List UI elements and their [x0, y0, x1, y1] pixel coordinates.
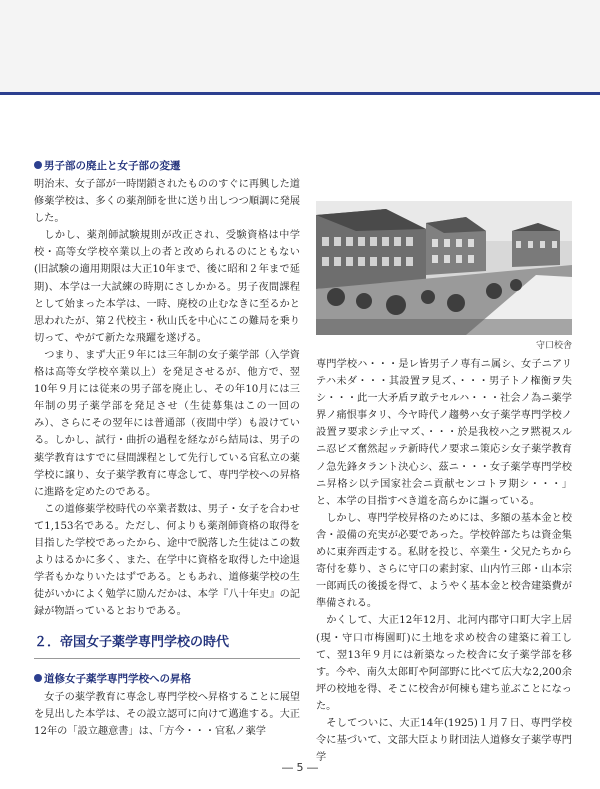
bullet-icon — [34, 161, 42, 169]
page-number: ― 5 ― — [282, 761, 318, 774]
paragraph: 女子の薬学教育に専念し専門学校へ昇格することに展望を見出した本学は、その設立認可に向けて邁進する。大正12年の「設立趣意書」は、「方今・・・官私ノ薬学 — [34, 691, 300, 737]
paragraph: しかし、専門学校昇格のためには、多額の基本金と校舎・設備の充実が必要であった。学校幹部たちは資金集めに東奔西走する。私財を投じ、卒業生・父兄たちから寄付を募り、さらに守口の素封家、山内竹三郎・山本宗一郎両氏の後援を得て、ようやく基本金と校舎建築費が準備される。 — [316, 512, 572, 610]
bullet-icon — [34, 674, 42, 682]
photo-caption: 守口校舎 — [535, 341, 572, 351]
paragraph: この道修薬学校時代の卒業者数は、男子・女子を合わせて1,153名である。ただし、何よりも薬剤師資格の取得を目指した学校であったから、途中で脱落した生徒はこの数よりはるかに多く、また、在学中に資格を取得した中途退学者もかなりいたはずである。ともあれ、道修薬学校の生徒がいかによく勉学に励んだかは、本学『八十年史』の記録が物語っているとおりである。 — [34, 503, 300, 618]
section-heading-1-text: 男子部の廃止と女子部の変遷 — [44, 160, 181, 172]
left-column — [34, 176, 300, 740]
section-heading-2-text: 道修女子薬学専門学校への昇格 — [44, 672, 191, 685]
paragraph: つまり、まず大正９年には三年制の女子薬学部（入学資格は高等女学校卒業以上）を発足させるが、他方で、翌10年９月には従来の男子部を廃止し、その年10月には三年制の男子薬学部を発足させ（生徒募集はこの一回のみ）、さらにその翌年には普通部（夜間中学）も設けている。しかし、試行・曲折の過程を経ながら結局は、男子の薬学教育はすでに昼間課程として先行している官私立の薬学校に譲り、女子薬学教育に専念して、専門学校への昇格に進路を定めたのである。 — [34, 349, 300, 498]
paragraph: 明治末、女子部が一時閉鎖されたもののすぐに再興した道修薬学校は、多くの薬剤師を世に送り出しつつ順調に発展した。 — [34, 179, 300, 225]
right-column — [316, 356, 572, 766]
section-heading-2 — [34, 671, 300, 688]
paragraph: しかし、薬剤師試験規則が改正され、受験資格は中学校・高等女学校卒業以上の者と改められるのにともない(旧試験の適用期限は大正10年まで、後に昭和２年まで延期)、本学は一大試練の時期にさしかかる。男子夜間課程として始まった本学は、一時、廃校の止むなきに至るかと思われたが、第２代校主・秋山氏を中心にこの難局を乗り切って、やがて新たな飛躍を遂げる。 — [34, 230, 300, 344]
chapter-heading: ２．帝国女子薬学専門学校の時代 — [34, 634, 300, 658]
paragraph: そしてついに、大正14年(1925)１月７日、専門学校令に基づいて、文部大臣より財団法人道修女子薬学専門学 — [316, 717, 572, 764]
header-band — [0, 0, 600, 95]
paragraph: かくして、大正12年12月、北河内郡守口町大字上居(現・守口市梅園町)に土地を求め校舎の建築に着工して、翌13年９月には新築なった校舎に女子薬学部を移す。今や、南久太郎町や阿部野に比べて広大な2,200余坪の校地を得、そこに校舎が何棟も建ち並ぶことになった。 — [316, 615, 572, 712]
campus-photo-illustration — [316, 201, 572, 335]
paragraph: 専門学校ハ・・・是レ皆男子ノ専有ニ属シ、女子ニアリテハ未ダ・・・其設置ヲ見ズ、・・・男子トノ権衡ヲ失シ・・・此一大矛盾ヲ敢テセルハ・・・社会ノ為ニ薬学界ノ痛恨事タリ、今ヤ時代ノ趨勢ハ女子薬学専門学校ノ設置ヲ要求シテ止マズ、・・・於是我校ハ之ヲ黙視スルニ忍ビズ奮然起ッテ新時代ノ要求ニ策応シ女子薬学教育ノ急先鋒タラント決心シ、茲ニ・・・女子薬学専門学校ニ昇格シ以テ国家社会ニ貢献センコトヲ期シ・・・」と、本学の目指すべき道を高らかに謳っている。 — [316, 359, 572, 507]
campus-photo — [316, 201, 572, 335]
section-heading-1 — [34, 158, 300, 173]
